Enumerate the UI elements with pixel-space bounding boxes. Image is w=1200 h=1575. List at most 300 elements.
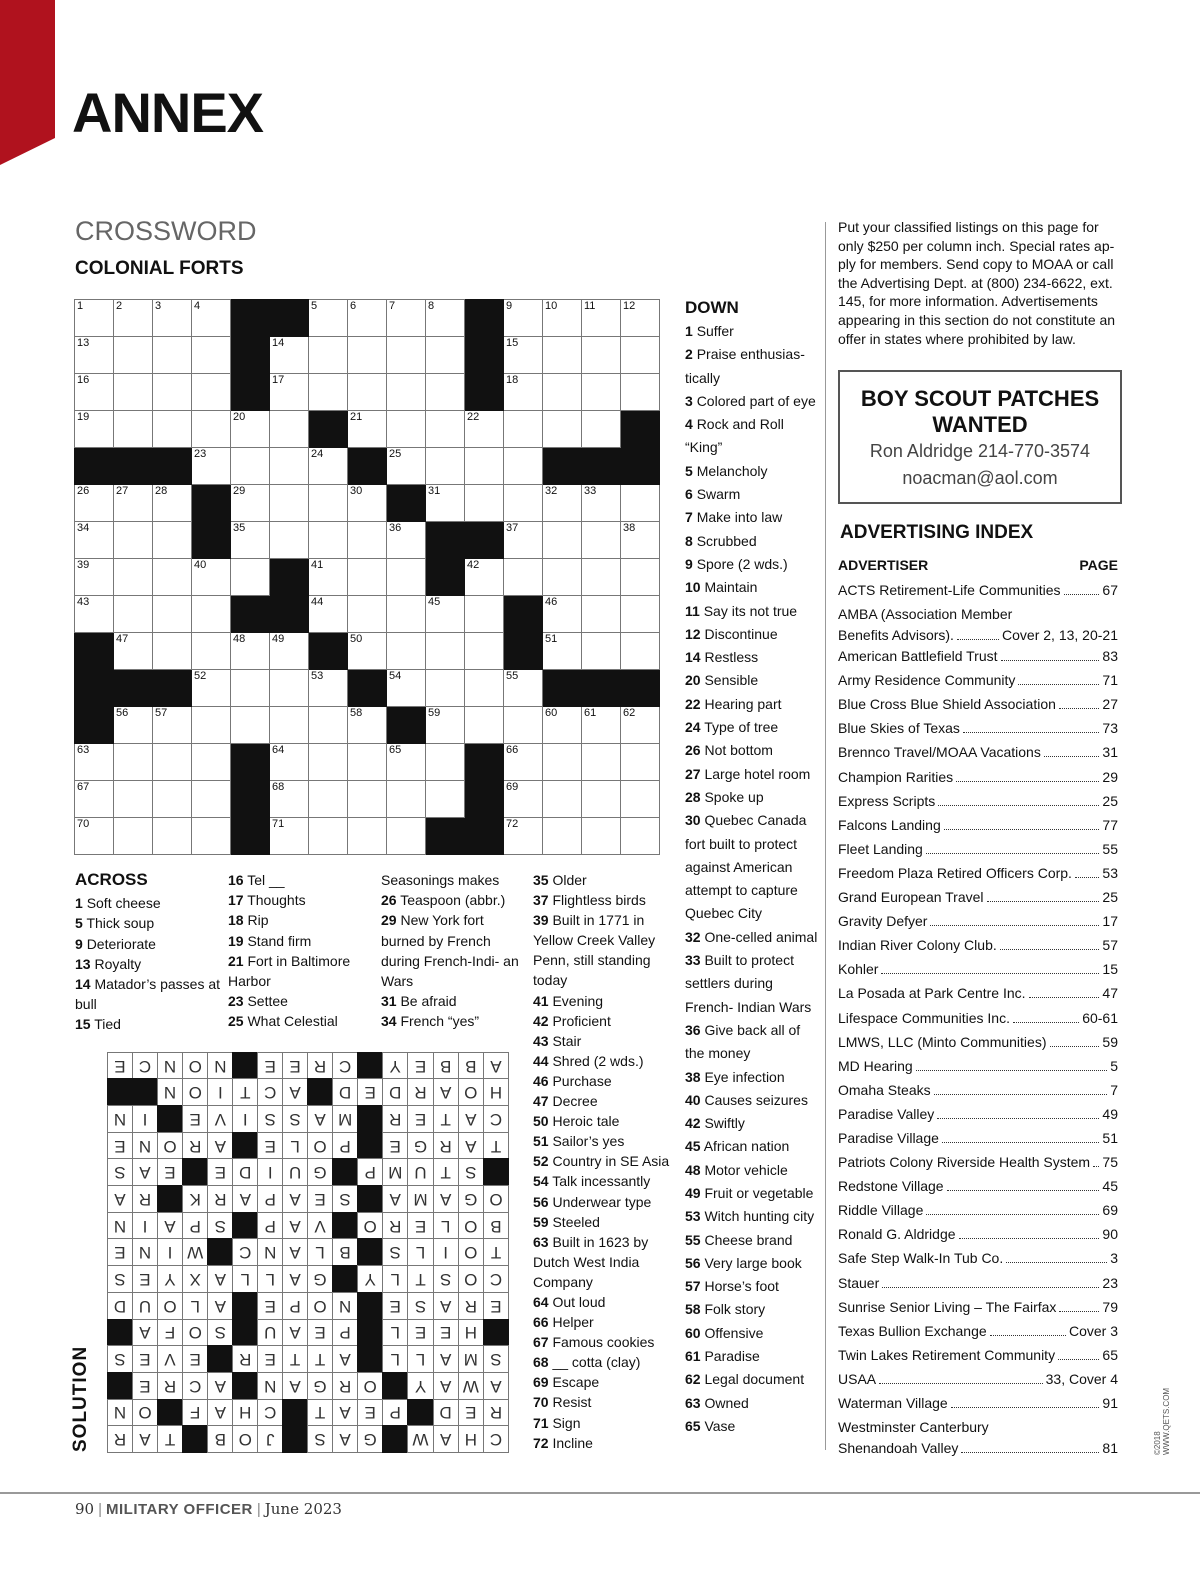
- clue-text: Rip: [247, 912, 269, 929]
- advertiser-row: [838, 1058, 1118, 1082]
- solution-cell: [333, 1399, 358, 1426]
- puzzle-cell: [114, 818, 153, 855]
- solution-cell: [433, 1212, 458, 1239]
- clue-number: 28: [685, 788, 701, 805]
- clue-text: One-celled animal: [704, 928, 818, 945]
- solution-letter: S: [314, 1430, 326, 1450]
- black-square: [426, 522, 465, 559]
- puzzle-cell: [114, 411, 153, 448]
- solution-letter: N: [138, 1136, 152, 1156]
- solution-letter: N: [264, 1243, 277, 1263]
- leader-dots: [1059, 1311, 1099, 1312]
- cell-number: 52: [194, 670, 207, 682]
- solution-cell: [158, 1052, 183, 1079]
- solution-letter: O: [138, 1403, 152, 1423]
- cell-number: 70: [77, 818, 90, 830]
- advertiser-name: Waterman Village: [838, 1395, 948, 1411]
- puzzle-cell: [426, 337, 465, 374]
- advertiser-name: USAA: [838, 1370, 877, 1387]
- puzzle-cell: [231, 633, 270, 670]
- clue-item: [685, 1135, 823, 1158]
- puzzle-cell: [270, 337, 309, 374]
- solution-cell: [258, 1372, 283, 1399]
- across-clues-col-1: [75, 870, 225, 1035]
- leader-dots: [1075, 877, 1099, 878]
- solution-cell: [333, 1426, 358, 1453]
- puzzle-cell: [426, 411, 465, 448]
- solution-letter: E: [214, 1163, 227, 1183]
- puzzle-cell: [153, 707, 192, 744]
- solution-cell: [108, 1426, 133, 1453]
- clue-item: [228, 931, 376, 951]
- solution-letter: R: [163, 1376, 177, 1396]
- leader-dots: [1064, 594, 1100, 595]
- clue-text: Settee: [247, 993, 288, 1010]
- crossword-puzzle-grid: [74, 299, 660, 855]
- clue-item: [685, 1345, 823, 1368]
- solution-letter: E: [364, 1403, 376, 1423]
- solution-letter: C: [489, 1109, 503, 1129]
- clue-item: [685, 483, 823, 506]
- cell-number: 13: [77, 337, 90, 349]
- solution-cell: [383, 1079, 408, 1106]
- clue-text: Out loud: [552, 1293, 606, 1310]
- solution-cell: [458, 1159, 483, 1186]
- puzzle-cell: [75, 411, 114, 448]
- clue-number: 32: [685, 928, 701, 945]
- clue-number: 29: [381, 912, 397, 929]
- puzzle-cell: [426, 596, 465, 633]
- down-clues: [685, 296, 823, 1438]
- advertiser-name: Indian River Colony Club.: [838, 937, 997, 954]
- advertiser-row: [838, 841, 1118, 865]
- advertiser-name: Brennco Travel/MOAA Vacations: [838, 744, 1041, 761]
- clue-item: [685, 1066, 823, 1089]
- solution-letter: I: [267, 1163, 273, 1183]
- solution-cell: [283, 1346, 308, 1373]
- solution-letter: S: [414, 1296, 427, 1316]
- solution-letter: E: [490, 1296, 502, 1316]
- puzzle-cell: [465, 633, 504, 670]
- advertiser-row: [838, 720, 1118, 744]
- clue-text: Quebec Canada fort built to protect against American attempt to capture Quebec City: [685, 812, 807, 922]
- solution-letter: G: [464, 1189, 478, 1209]
- solution-letter: W: [462, 1376, 479, 1396]
- solution-cell: [208, 1319, 233, 1346]
- solution-cell: [383, 1106, 408, 1133]
- solution-cell: [208, 1132, 233, 1159]
- solution-letter: R: [189, 1136, 202, 1156]
- solution-cell: [108, 1266, 133, 1293]
- puzzle-cell: [309, 559, 348, 596]
- advertiser-name: Blue Skies of Texas: [838, 720, 960, 737]
- solution-letter: G: [313, 1270, 327, 1290]
- black-square: [231, 374, 270, 411]
- puzzle-cell: [153, 485, 192, 522]
- solution-cell: [308, 1346, 333, 1373]
- solution-letter: A: [490, 1056, 502, 1076]
- solution-black-square: [333, 1159, 358, 1186]
- solution-black-square: [233, 1372, 258, 1399]
- clue-item: [685, 1182, 823, 1205]
- clue-item: [533, 1011, 678, 1031]
- solution-letter: A: [164, 1216, 176, 1236]
- solution-letter: E: [114, 1243, 126, 1263]
- solution-cell: [358, 1399, 383, 1426]
- advertiser-page: Cover 3: [1068, 1322, 1118, 1339]
- cell-number: 32: [545, 485, 558, 497]
- advertiser-row: [838, 648, 1118, 672]
- puzzle-cell: [348, 781, 387, 818]
- clue-text: What Celestial: [247, 1013, 338, 1030]
- solution-letter: A: [289, 1323, 301, 1343]
- solution-letter: E: [414, 1056, 427, 1076]
- puzzle-cell: [582, 411, 621, 448]
- clue-item: [533, 991, 678, 1011]
- cell-number: 2: [116, 300, 123, 312]
- puzzle-cell: [348, 337, 387, 374]
- solution-cell: [258, 1399, 283, 1426]
- puzzle-cell: [504, 670, 543, 707]
- cell-number: 38: [623, 522, 636, 534]
- puzzle-cell: [75, 781, 114, 818]
- puzzle-cell: [153, 744, 192, 781]
- puzzle-cell: [75, 596, 114, 633]
- solution-letter: E: [314, 1323, 326, 1343]
- solution-black-square: [283, 1399, 308, 1426]
- black-square: [192, 522, 231, 559]
- puzzle-cell: [75, 374, 114, 411]
- clue-item: [685, 1019, 823, 1066]
- red-corner-tab: [0, 0, 55, 165]
- solution-cell: [133, 1239, 158, 1266]
- puzzle-cell: [504, 744, 543, 781]
- puzzle-cell: [465, 707, 504, 744]
- black-square: [543, 670, 582, 707]
- clue-text: Very large book: [704, 1254, 802, 1271]
- clue-number: 38: [685, 1068, 701, 1085]
- advertiser-page: 25: [1102, 889, 1118, 906]
- cell-number: 42: [467, 559, 480, 571]
- section-title: ANNEX: [72, 81, 264, 144]
- puzzle-cell: [621, 781, 660, 818]
- advertiser-page: 81: [1102, 1440, 1118, 1457]
- clue-text: Escape: [552, 1374, 600, 1391]
- solution-letter: A: [439, 1189, 452, 1209]
- puzzle-cell: [270, 485, 309, 522]
- solution-cell: [383, 1052, 408, 1079]
- solution-cell: [208, 1079, 233, 1106]
- clue-item: [533, 1232, 678, 1292]
- puzzle-cell: [192, 781, 231, 818]
- advertiser-page: 17: [1102, 913, 1118, 930]
- advertiser-page: Cover 2, 13, 20-21: [1002, 627, 1118, 644]
- puzzle-cell: [75, 300, 114, 337]
- puzzle-cell: [153, 633, 192, 670]
- clue-item: [533, 1292, 678, 1312]
- puzzle-cell: [348, 633, 387, 670]
- solution-cell: [183, 1239, 208, 1266]
- cell-number: 71: [272, 818, 285, 830]
- solution-cell: [183, 1399, 208, 1426]
- solution-black-square: [233, 1052, 258, 1079]
- solution-cell: [133, 1426, 158, 1453]
- puzzle-cell: [192, 448, 231, 485]
- solution-cell: [158, 1159, 183, 1186]
- solution-cell: [108, 1346, 133, 1373]
- solution-letter: E: [439, 1323, 452, 1343]
- clue-number: 2: [685, 346, 693, 363]
- clue-text: Fruit or vegetable: [704, 1184, 814, 1201]
- solution-cell: [208, 1186, 233, 1213]
- solution-cell: [433, 1426, 458, 1453]
- clue-number: 61: [685, 1348, 701, 1365]
- solution-cell: [408, 1346, 433, 1373]
- cell-number: 39: [77, 559, 90, 571]
- clue-number: 57: [685, 1278, 701, 1295]
- puzzle-cell: [543, 485, 582, 522]
- puzzle-cell: [387, 818, 426, 855]
- puzzle-cell: [270, 670, 309, 707]
- advertiser-name: Sunrise Senior Living – The Fairfax: [838, 1298, 1057, 1315]
- puzzle-cell: [504, 300, 543, 337]
- solution-letter: P: [189, 1216, 201, 1236]
- puzzle-cell: [621, 818, 660, 855]
- advertiser-name: Twin Lakes Retirement Community: [838, 1346, 1056, 1363]
- puzzle-cell: [75, 559, 114, 596]
- copyright-note: ©2018 WWW.QETS.COM: [1153, 1387, 1171, 1455]
- advertiser-page: 60-61: [1082, 1009, 1118, 1026]
- clue-number: 25: [228, 1013, 244, 1030]
- solution-cell: [258, 1426, 283, 1453]
- solution-cell: [283, 1079, 308, 1106]
- puzzle-cell: [75, 337, 114, 374]
- solution-cell: [258, 1346, 283, 1373]
- advertiser-page: 3: [1110, 1250, 1118, 1267]
- solution-cell: [433, 1399, 458, 1426]
- advertiser-row: [838, 1202, 1118, 1226]
- solution-letter: P: [289, 1296, 301, 1316]
- solution-cell: [258, 1159, 283, 1186]
- puzzle-cell: [309, 781, 348, 818]
- solution-letter: R: [113, 1430, 127, 1450]
- clue-number: 72: [533, 1434, 549, 1451]
- solution-cell: [183, 1372, 208, 1399]
- clue-number: 17: [228, 892, 244, 909]
- solution-cell: [458, 1106, 483, 1133]
- solution-letter: O: [363, 1216, 377, 1236]
- cell-number: 5: [311, 300, 318, 312]
- solution-black-square: [333, 1212, 358, 1239]
- clue-text: Folk story: [704, 1301, 766, 1318]
- solution-cell: [433, 1052, 458, 1079]
- solution-letter: E: [414, 1216, 427, 1236]
- advertiser-row: [838, 1250, 1118, 1274]
- clue-text: Soft cheese: [86, 895, 161, 912]
- clue-number: 7: [685, 509, 693, 526]
- solution-cell: [283, 1159, 308, 1186]
- ad-contact-email[interactable]: noacman@aol.com: [902, 468, 1058, 488]
- solution-letter: A: [289, 1189, 301, 1209]
- puzzle-cell: [348, 522, 387, 559]
- solution-cell: [158, 1292, 183, 1319]
- solution-cell: [383, 1186, 408, 1213]
- black-square: [231, 596, 270, 633]
- clue-text: Witch hunting city: [704, 1208, 815, 1225]
- leader-dots: [1029, 997, 1100, 998]
- advertiser-row: [838, 1395, 1118, 1419]
- puzzle-cell: [75, 522, 114, 559]
- advertiser-name: Kohler: [838, 961, 879, 978]
- clue-text: Scrubbed: [696, 532, 757, 549]
- puzzle-cell: [75, 744, 114, 781]
- cell-number: 37: [506, 522, 519, 534]
- solution-cell: [484, 1106, 509, 1133]
- advertiser-page: 45: [1102, 1178, 1118, 1195]
- solution-letter: O: [464, 1243, 478, 1263]
- clue-text: Owned: [704, 1394, 749, 1411]
- solution-cell: [458, 1399, 483, 1426]
- solution-letter: L: [265, 1270, 275, 1290]
- clue-text: New York fort burned by French during French-Indi- an Wars: [381, 912, 519, 990]
- solution-letter: R: [464, 1296, 477, 1316]
- clue-text: Paradise: [704, 1348, 760, 1365]
- solution-cell: [108, 1132, 133, 1159]
- puzzle-cell: [504, 448, 543, 485]
- solution-cell: [208, 1372, 233, 1399]
- puzzle-cell: [114, 559, 153, 596]
- clue-text: Restless: [704, 649, 759, 666]
- clue-text: Flightless birds: [552, 892, 646, 909]
- clue-text: __ cotta (clay): [552, 1354, 641, 1371]
- solution-cell: [433, 1292, 458, 1319]
- puzzle-cell: [309, 522, 348, 559]
- puzzle-cell: [270, 522, 309, 559]
- cell-number: 63: [77, 744, 90, 756]
- solution-black-square: [108, 1079, 133, 1106]
- clue-item: [533, 1392, 678, 1412]
- clue-item: [685, 1322, 823, 1345]
- black-square: [387, 485, 426, 522]
- solution-letter: T: [240, 1083, 251, 1103]
- advertiser-column-label: ADVERTISER: [838, 557, 929, 573]
- clue-number: 5: [685, 462, 693, 479]
- puzzle-cell: [309, 707, 348, 744]
- solution-letter: C: [264, 1083, 277, 1103]
- solution-letter: F: [164, 1323, 176, 1343]
- puzzle-cell: [387, 374, 426, 411]
- puzzle-cell: [192, 596, 231, 633]
- cell-number: 68: [272, 781, 285, 793]
- advertiser-page: 73: [1102, 720, 1118, 737]
- solution-cell: [333, 1132, 358, 1159]
- solution-cell: [183, 1212, 208, 1239]
- solution-letter: A: [139, 1163, 151, 1183]
- puzzle-cell: [504, 411, 543, 448]
- advertiser-page: 7: [1110, 1081, 1118, 1098]
- clue-number: 26: [685, 742, 701, 759]
- puzzle-cell: [543, 300, 582, 337]
- cell-number: 41: [311, 559, 324, 571]
- solution-letter: A: [289, 1216, 301, 1236]
- clue-number: 64: [533, 1293, 549, 1310]
- solution-black-square: [358, 1052, 383, 1079]
- cell-number: 21: [350, 411, 363, 423]
- clue-item: [381, 910, 526, 991]
- clue-text: African nation: [703, 1138, 790, 1155]
- solution-letter: M: [413, 1189, 428, 1209]
- advertiser-name: Stauer: [838, 1274, 880, 1291]
- black-square: [543, 448, 582, 485]
- solution-letter: E: [164, 1163, 176, 1183]
- solution-letter: Y: [364, 1270, 376, 1290]
- clue-number: 55: [685, 1231, 701, 1248]
- clue-item: [75, 954, 225, 974]
- solution-black-square: [333, 1266, 358, 1293]
- advertiser-page: 67: [1102, 582, 1118, 598]
- leader-dots: [879, 1383, 1043, 1384]
- clue-text: Incline: [552, 1434, 593, 1451]
- puzzle-cell: [309, 485, 348, 522]
- solution-letter: I: [242, 1109, 248, 1129]
- solution-cell: [208, 1212, 233, 1239]
- clue-number: 14: [685, 649, 701, 666]
- advertiser-name: Grand European Travel: [838, 889, 984, 906]
- clue-text: Royalty: [94, 955, 142, 972]
- solution-cell: [308, 1372, 333, 1399]
- black-square: [387, 707, 426, 744]
- solution-cell: [208, 1106, 233, 1133]
- solution-cell: [258, 1186, 283, 1213]
- solution-cell: [108, 1399, 133, 1426]
- puzzle-cell: [192, 300, 231, 337]
- solution-letter: A: [214, 1270, 227, 1290]
- puzzle-cell: [582, 596, 621, 633]
- solution-cell: [408, 1319, 433, 1346]
- solution-letter: S: [264, 1109, 276, 1129]
- advertiser-row: [838, 744, 1118, 768]
- solution-letter: E: [364, 1083, 376, 1103]
- solution-letter: H: [489, 1083, 503, 1103]
- puzzle-cell: [309, 744, 348, 781]
- solution-cell: [283, 1372, 308, 1399]
- solution-cell: [158, 1346, 183, 1373]
- solution-letter: R: [338, 1376, 352, 1396]
- clue-text: Sign: [552, 1414, 581, 1431]
- advertiser-page: 77: [1102, 816, 1118, 833]
- puzzle-cell: [192, 337, 231, 374]
- clue-text: Country in SE Asia: [552, 1153, 670, 1170]
- leader-dots: [1059, 708, 1100, 709]
- puzzle-cell: [582, 485, 621, 522]
- advertiser-name: Westminster Canterbury: [838, 1419, 989, 1436]
- clue-text: Motor vehicle: [704, 1161, 788, 1178]
- solution-letter: B: [439, 1056, 452, 1076]
- solution-cell: [233, 1426, 258, 1453]
- puzzle-cell: [114, 596, 153, 633]
- puzzle-cell: [504, 818, 543, 855]
- advertiser-name: Safe Step Walk-In Tub Co.: [838, 1250, 1004, 1267]
- solution-cell: [408, 1186, 433, 1213]
- solution-letter: E: [189, 1109, 201, 1129]
- leader-dots: [930, 925, 1099, 926]
- clue-number: 10: [685, 579, 701, 596]
- solution-cell: [408, 1212, 433, 1239]
- solution-cell: [383, 1159, 408, 1186]
- solution-letter: A: [439, 1083, 452, 1103]
- black-square: [231, 781, 270, 818]
- clue-text: Older: [552, 872, 587, 888]
